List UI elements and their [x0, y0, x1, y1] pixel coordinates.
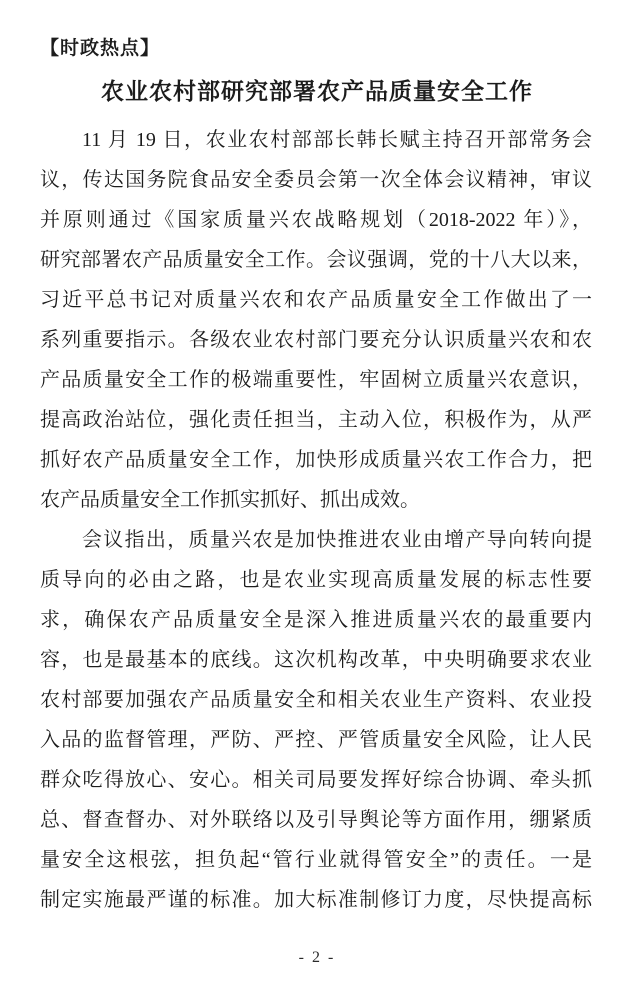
body-line: 入品的监督管理，严防、严控、严管质量安全风险，让人民 — [40, 729, 592, 751]
body-line: 产品质量安全工作的极端重要性，牢固树立质量兴农意识， — [40, 369, 592, 391]
body-line: 提高政治站位，强化责任担当，主动入位，积极作为，从严 — [40, 409, 592, 431]
body-line: 制定实施最严谨的标准。加大标准制修订力度，尽快提高标 — [40, 889, 592, 911]
body-line: 习近平总书记对质量兴农和农产品质量安全工作做出了一 — [40, 289, 592, 311]
body-line: 并原则通过《国家质量兴农战略规划（2018-2022 年）》， — [40, 209, 592, 231]
body-line: 质导向的必由之路，也是农业实现高质量发展的标志性要 — [40, 569, 592, 591]
body-line: 群众吃得放心、安心。相关司局要发挥好综合协调、牵头抓 — [40, 769, 592, 791]
body-line: 农村部要加强农产品质量安全和相关农业生产资料、农业投 — [40, 689, 592, 711]
body-line: 11 月 19 日，农业农村部部长韩长赋主持召开部常务会 — [82, 129, 592, 151]
body-line: 议，传达国务院食品安全委员会第一次全体会议精神，审议 — [40, 169, 592, 191]
body-line: 总、督查督办、对外联络以及引导舆论等方面作用，绷紧质 — [40, 809, 592, 831]
body-line: 系列重要指示。各级农业农村部门要充分认识质量兴农和农 — [40, 329, 592, 351]
body-line: 量安全这根弦，担负起“管行业就得管安全”的责任。一是 — [40, 849, 592, 871]
body-line: 容，也是最基本的底线。这次机构改革，中央明确要求农业 — [40, 649, 592, 671]
document-body — [40, 120, 592, 920]
section-label: 【时政热点】 — [40, 38, 161, 59]
body-line: 抓好农产品质量安全工作，加快形成质量兴农工作合力，把 — [40, 449, 592, 471]
body-line: 会议指出，质量兴农是加快推进农业由增产导向转向提 — [82, 529, 592, 551]
body-line: 研究部署农产品质量安全工作。会议强调，党的十八大以来， — [40, 249, 592, 271]
body-line: 农产品质量安全工作抓实抓好、抓出成效。 — [40, 489, 420, 511]
body-line: 求，确保农产品质量安全是深入推进质量兴农的最重要内 — [40, 609, 592, 631]
page-number: - 2 - — [298, 949, 336, 966]
document-title: 农业农村部研究部署农产品质量安全工作 — [101, 79, 533, 104]
